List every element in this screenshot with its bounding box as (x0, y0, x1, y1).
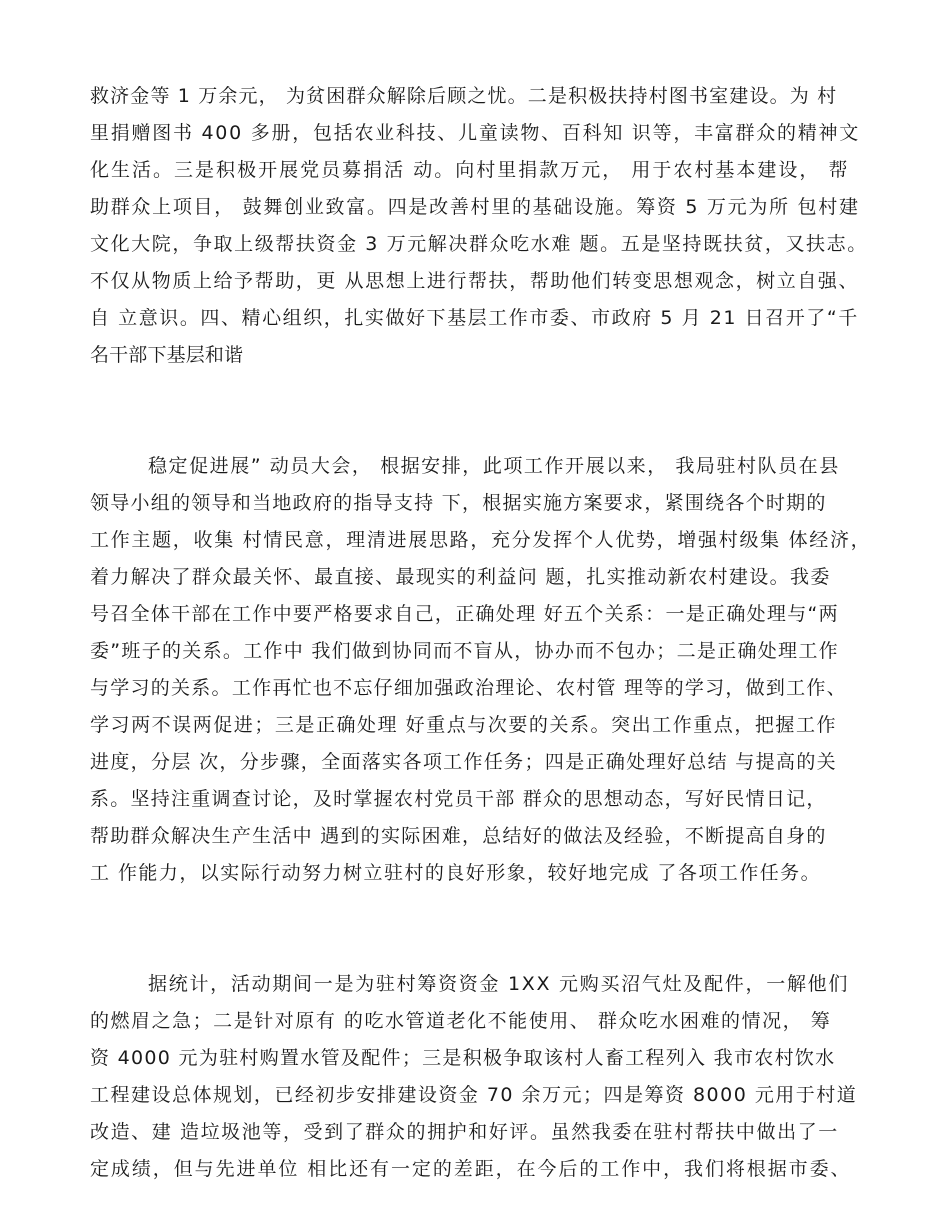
text-line: 据统计，活动期间一是为驻村筹资资金 1XX 元购买沼气灶及配件，一解他们 (148, 973, 850, 995)
text-line: 着力解决了群众最关怀、最直接、最现实的利益问 题，扎实推动新农村建设。我委 (90, 566, 831, 588)
text-line: 学习两不误两促进；三是正确处理 好重点与次要的关系。突出工作重点，把握工作 (90, 714, 838, 736)
text-line: 稳定促进展” 动员大会， 根据安排，此项工作开展以来， 我局驻村队员在县 (148, 455, 840, 477)
text-line: 资 4000 元为驻村购置水管及配件；三是积极争取该村人畜工程列入 我市农村饮水 (90, 1047, 836, 1069)
text-line: 不仅从物质上给予帮助，更 从思想上进行帮扶，帮助他们转变思想观念，树立自强、 (90, 270, 860, 292)
text-line: 工作主题，收集 村情民意，理清进展思路，充分发挥个人优势，增强村级集 体经济， (90, 529, 872, 551)
text-line: 领导小组的领导和当地政府的指导支持 下，根据实施方案要求，紧围绕各个时期的 (90, 492, 827, 514)
text-line: 助群众上项目， 鼓舞创业致富。四是改善村里的基础设施。筹资 5 万元为所 包村建 (90, 196, 860, 218)
text-line: 名干部下基层和谐 (90, 344, 244, 366)
text-line: 化生活。三是积极开展党员募捐活 动。向村里捐款万元， 用于农村基本建设， 帮 (90, 159, 850, 181)
text-line: 进度，分层 次，分步骤，全面落实各项工作任务；四是正确处理好总结 与提高的关 (90, 751, 838, 773)
text-line: 里捐赠图书 400 多册，包括农业科技、儿童读物、百科知 识等，丰富群众的精神文 (90, 122, 860, 144)
text-line: 文化大院，争取上级帮扶资金 3 万元解决群众吃水难 题。五是坚持既扶贫，又扶志。 (90, 233, 868, 255)
text-line: 工 作能力，以实际行动努力树立驻村的良好形象，较好地完成 了各项工作任务。 (90, 862, 822, 884)
text-line: 帮助群众解决生产生活中 遇到的实际困难，总结好的做法及经验，不断提高自身的 (90, 825, 827, 847)
text-line: 系。坚持注重调查讨论，及时掌握农村党员干部 群众的思想动态，写好民情日记， (90, 788, 827, 810)
text-line: 的燃眉之急；二是针对原有 的吃水管道老化不能使用、 群众吃水困难的情况， 筹 (90, 1010, 832, 1032)
text-line: 与学习的关系。工作再忙也不忘仔细加强政治理论、农村管 理等的学习，做到工作、 (90, 677, 847, 699)
text-line: 定成绩，但与先进单位 相比还有一定的差距，在今后的工作中，我们将根据市委、 (90, 1158, 852, 1180)
text-line: 救济金等 1 万余元， 为贫困群众解除后顾之忧。二是积极扶持村图书室建设。为 村 (90, 85, 838, 107)
text-line: 工程建设总体规划，已经初步安排建设资金 70 余万元；四是筹资 8000 元用于村道 (90, 1084, 858, 1106)
text-line: 委”班子的关系。工作中 我们做到协同而不盲从，协办而不包办；二是正确处理工作 (90, 640, 839, 662)
text-line: 自 立意识。四、精心组织，扎实做好下基层工作市委、市政府 5 月 21 日召开了“千 (90, 307, 859, 329)
text-line: 号召全体干部在工作中要严格要求自己，正确处理 好五个关系：一是正确处理与“两 (90, 603, 839, 625)
text-line: 改造、建 造垃圾池等，受到了群众的拥护和好评。虽然我委在驻村帮扶中做出了一 (90, 1121, 839, 1143)
